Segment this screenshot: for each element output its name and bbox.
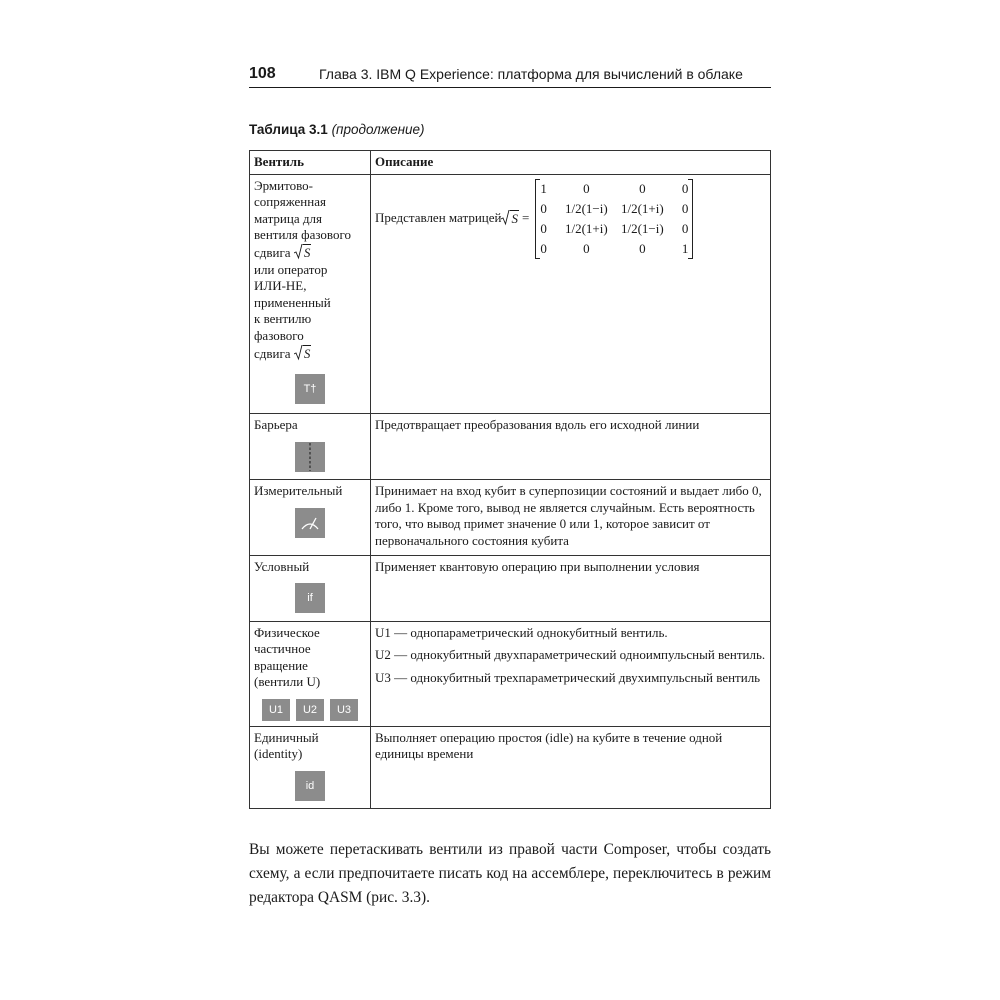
- column-header-gate: Вентиль: [250, 151, 371, 175]
- measure-gate-icon: [295, 508, 325, 538]
- gate-description-cell: [371, 480, 771, 555]
- gate-name-cell: [250, 555, 371, 621]
- gate-name: Единичный (identity): [254, 729, 319, 762]
- gate-name: Эрмитово- сопряженная матрица для вентиля фазового сдвига S или оператор ИЛИ-НЕ, примененный к вентилю фазового сдвига S: [254, 177, 351, 361]
- running-head: Глава 3. IBM Q Experience: платформа для вычислений в облаке: [319, 66, 743, 82]
- table-caption-number: Таблица 3.1: [249, 122, 328, 137]
- gate-name-cell: [250, 621, 371, 726]
- table-header-row: [250, 151, 771, 175]
- u1-gate-icon: U1: [262, 699, 290, 721]
- gate-name-cell: [250, 480, 371, 555]
- body-paragraph: Вы можете перетаскивать вентили из правой части Composer, чтобы создать схему, а если предпочитаете писать код на ассемблере, переключитесь в режим редактора QASM (рис. 3.3).: [249, 841, 771, 906]
- gate-name: Физическое частичное вращение (вентили U): [254, 624, 321, 690]
- id-gate-icon: id: [295, 771, 325, 801]
- table-row: [250, 621, 771, 726]
- gate-description-cell: [371, 555, 771, 621]
- gate-description-cell: [371, 726, 771, 808]
- gate-name-cell: [250, 414, 371, 480]
- gate-description-u1: U1 — однопараметрический однокубитный вентиль.: [375, 624, 668, 640]
- u2-gate-icon: U2: [296, 699, 324, 721]
- matrix-description: Представлен матрицей S = 1 0 0 0 0 1/2(1−i) 1/2(1+i) 0 0 1/2(1+i) 1/2(1−i) 0 0 0 0 1: [375, 178, 766, 260]
- table-row: [250, 555, 771, 621]
- gate-description: Применяет квантовую операцию при выполнении условия: [375, 558, 700, 574]
- matrix: 1 0 0 0 0 1/2(1−i) 1/2(1+i) 0 0 1/2(1+i) 1/2(1−i) 0 0 0 0 1: [535, 179, 693, 259]
- gate-name: Измерительный: [254, 483, 343, 499]
- gate-description-u2: U2 — однокубитный двухпараметрический одноимпульсный вентиль.: [375, 647, 766, 663]
- gate-description-u3: U3 — однокубитный трехпараметрический двухимпульсный вентиль: [375, 669, 761, 685]
- sqrt-symbol: S: [501, 210, 519, 228]
- table-caption-note: (продолжение): [331, 122, 425, 137]
- sqrt-symbol: S: [294, 245, 312, 260]
- barrier-gate-icon: [295, 442, 325, 472]
- table-row: [250, 480, 771, 555]
- sqrt-symbol: S: [294, 346, 312, 361]
- page-header: [249, 63, 771, 88]
- gate-name: Барьера: [254, 417, 298, 433]
- gate-name: Условный: [254, 558, 310, 574]
- gate-icon-tdg: T†: [295, 374, 325, 404]
- page-number: 108: [249, 65, 276, 82]
- gate-description: Выполняет операцию простоя (idle) на кубите в течение одной единицы времени: [375, 729, 723, 762]
- table-row: [250, 174, 771, 414]
- table-caption: [249, 122, 425, 137]
- u3-gate-icon: U3: [330, 699, 358, 721]
- gate-description: Принимает на вход кубит в суперпозиции состояний и выдает либо 0, либо 1. Кроме того, вывод не является случайным. Есть вероятность того, что вывод примет значение 0 или 1, которое зависит от первоначального состояния кубита: [375, 483, 762, 548]
- if-gate-icon: if: [295, 583, 325, 613]
- gates-table: [249, 150, 771, 809]
- gate-description-cell: [371, 174, 771, 414]
- table-row: [250, 726, 771, 808]
- gate-description-cell: [371, 621, 771, 726]
- gate-name-cell: [250, 726, 371, 808]
- gate-name-cell: [250, 174, 371, 414]
- table-row: [250, 414, 771, 480]
- gate-description-cell: [371, 414, 771, 480]
- column-header-description: Описание: [371, 151, 771, 175]
- gate-description: Предотвращает преобразования вдоль его исходной линии: [375, 417, 700, 433]
